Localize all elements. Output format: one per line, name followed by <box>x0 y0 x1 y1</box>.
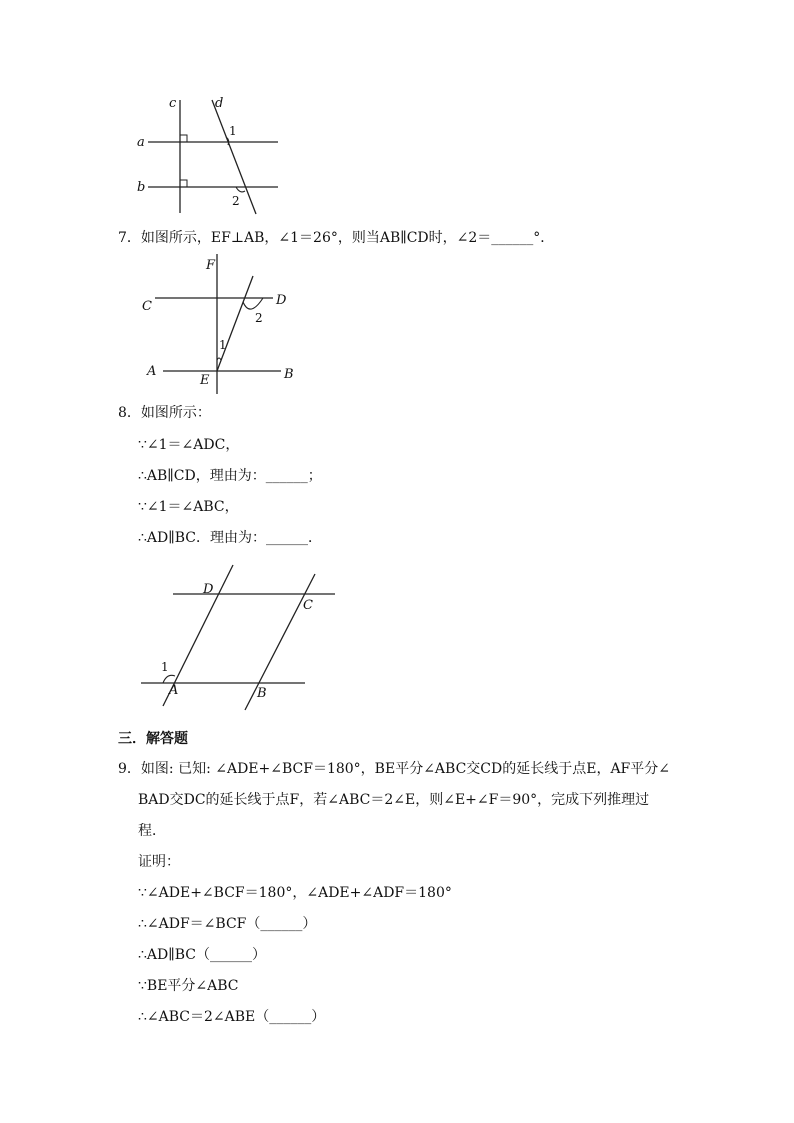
q9-line-2: BAD交DC的延长线于点F，若∠ABC＝2∠E，则∠E+∠F＝90°，完成下列推理过 <box>138 792 650 808</box>
label-C: C <box>142 299 152 314</box>
section-heading: 三．解答题 <box>118 731 188 747</box>
label-B: B <box>257 686 267 701</box>
figure-parallel-lines-abcd <box>130 90 290 220</box>
label-b: b <box>137 180 146 195</box>
figure-q7 <box>135 250 305 400</box>
q9-line-3: 程． <box>138 823 166 839</box>
right-angle-mark-b <box>180 180 187 187</box>
label-D: D <box>203 582 214 597</box>
label-angle-1: 1 <box>161 660 169 674</box>
label-B: B <box>284 367 294 382</box>
q9-line-1: 9．如图: 已知: ∠ADE+∠BCF＝180°，BE平分∠ABC交CD的延长线于点E，AF平分∠ <box>118 761 671 777</box>
line-E-slant <box>217 276 253 371</box>
label-E: E <box>200 373 210 388</box>
label-d: d <box>215 96 224 111</box>
figure-q8-parallelogram <box>135 560 345 715</box>
angle-2-arc <box>243 298 263 309</box>
q8-line-4: ∴AD∥BC．理由为：______． <box>138 530 322 546</box>
label-angle-1: 1 <box>229 124 237 138</box>
q9-proof-1: ∵∠ADE+∠BCF＝180°，∠ADE+∠ADF＝180° <box>138 885 452 901</box>
label-a: a <box>137 135 145 150</box>
label-F: F <box>206 258 216 273</box>
label-A: A <box>169 683 179 698</box>
label-angle-1: 1 <box>219 338 227 352</box>
label-angle-2: 2 <box>255 311 263 325</box>
q8-line-2: ∴AB∥CD，理由为：______； <box>138 468 322 484</box>
label-c: c <box>169 96 177 111</box>
angle-1-arc <box>217 358 221 360</box>
question-8-title: 8．如图所示： <box>118 405 211 421</box>
q8-line-3: ∵∠1＝∠ABC， <box>138 499 239 515</box>
q9-proof-2: ∴∠ADF＝∠BCF（______） <box>138 916 317 932</box>
q9-proof-4: ∵BE平分∠ABC <box>138 978 239 994</box>
label-A: A <box>147 364 157 379</box>
q9-proof-3: ∴AD∥BC（______） <box>138 947 266 963</box>
q9-proof-title: 证明： <box>138 854 180 870</box>
label-D: D <box>276 293 287 308</box>
angle-2-arc <box>236 187 245 192</box>
right-angle-mark-a <box>180 135 187 142</box>
q8-line-1: ∵∠1＝∠ADC， <box>138 437 240 453</box>
label-C: C <box>303 598 313 613</box>
q9-proof-5: ∴∠ABC＝2∠ABE（______） <box>138 1009 326 1025</box>
label-angle-2: 2 <box>232 194 240 208</box>
question-7-text: 7．如图所示，EF⊥AB，∠1＝26°，则当AB∥CD时，∠2＝______°． <box>118 230 555 246</box>
angle-1-arc <box>163 675 175 683</box>
